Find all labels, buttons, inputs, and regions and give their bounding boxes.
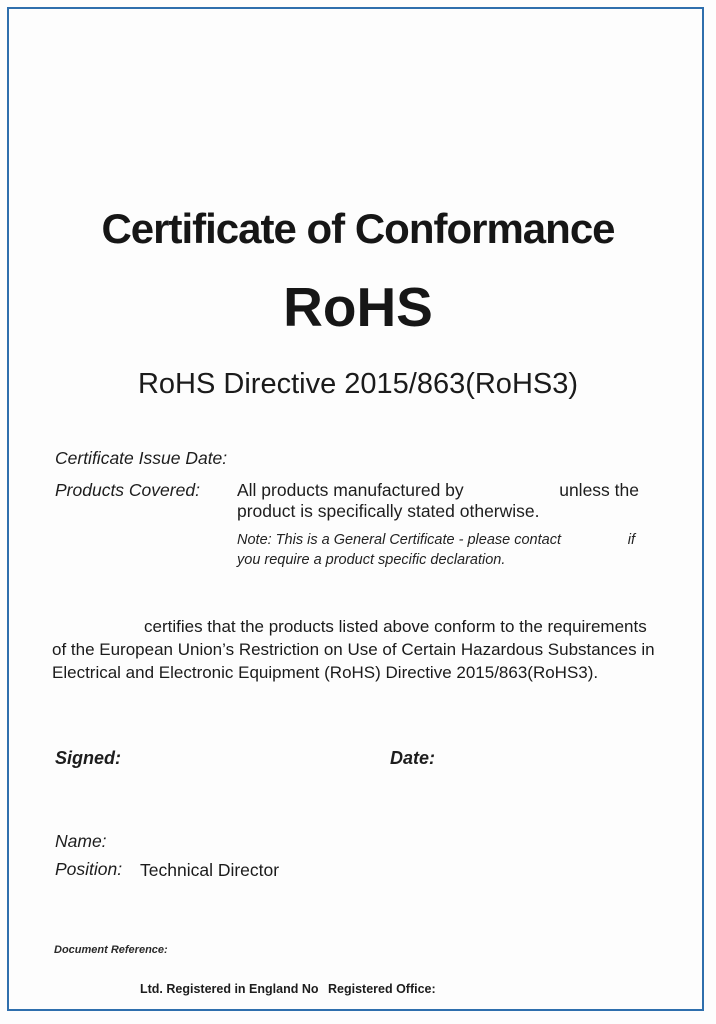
name-label: Name: <box>55 831 107 851</box>
note-text-pre: Note: This is a General Certificate - please contact <box>237 532 561 548</box>
document-reference-label: Document Reference: <box>54 944 168 956</box>
signed-label: Signed: <box>55 748 121 768</box>
note-line2: you require a product specific declaration. <box>237 552 506 568</box>
issue-date-label: Certificate Issue Date: <box>55 448 228 468</box>
products-covered-line2: product is specifically stated otherwise. <box>237 501 540 521</box>
position-label: Position: <box>55 859 123 879</box>
products-covered-text-post: unless the <box>559 480 639 500</box>
directive-subtitle: RoHS Directive 2015/863(RoHS3) <box>137 368 579 400</box>
rohs-heading: RoHS <box>283 276 433 338</box>
registered-office-label: Registered Office: <box>328 982 436 996</box>
products-covered-value <box>237 480 639 522</box>
general-certificate-note <box>237 530 635 570</box>
position-value: Technical Director <box>140 860 280 880</box>
products-covered-line1 <box>237 480 639 501</box>
note-text-post: if <box>627 532 635 548</box>
certificate-title: Certificate of Conformance <box>101 205 615 252</box>
date-label: Date: <box>390 748 436 768</box>
note-line1 <box>237 530 635 550</box>
products-covered-text-pre: All products manufactured by <box>237 480 464 500</box>
registered-in-england-text: Ltd. Registered in England No <box>140 982 319 996</box>
conformance-statement: certifies that the products listed above conform to the requirements of the European Union’s Restriction on Use of Certain Hazardous Substances in Electrical and Electronic Equipment (RoHS) Directive 2015/863(RoHS3). <box>52 617 655 682</box>
products-covered-label: Products Covered: <box>55 480 200 500</box>
